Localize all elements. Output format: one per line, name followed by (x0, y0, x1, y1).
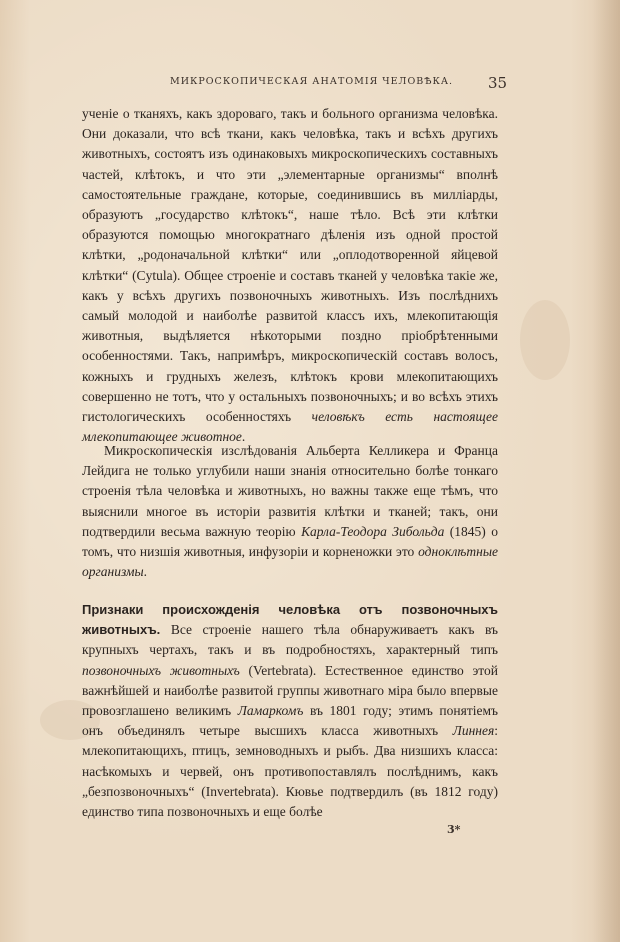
page-edge-shadow (592, 0, 620, 942)
paragraph-3 (82, 600, 498, 822)
paragraph-1 (82, 104, 498, 447)
paragraph-text: . (143, 564, 148, 580)
paragraph-text: Все строеніе нашего тѣла обнаруживаетъ какъ въ крупныхъ чертахъ, такъ и въ подробностяхъ, характерный типъ (82, 622, 498, 658)
emphasis-name: Карла-Теодора Зибольда (301, 523, 445, 539)
signature-mark: 3* (447, 823, 461, 836)
paragraph-text: (Vertebrata). Естественное единство этой важнѣйшей и наиболѣе развитой группы животнаго міра было впервые провозглашено великимъ (82, 662, 498, 719)
section-heading: Признаки происхожденія человѣка отъ позвоночныхъ животныхъ. (82, 602, 498, 638)
emphasis-name: Ламаркомъ (237, 703, 304, 719)
paper-stain (520, 300, 570, 380)
emphasis-text: одноклѣтные организмы (82, 544, 498, 580)
emphasis-name: Линнея (452, 723, 495, 739)
paragraph-2 (82, 441, 498, 582)
paragraph-text: Микроскопическія изслѣдованія Альберта Келликера и Франца Лейдига не только углубили наши знанія относительно болѣе тонкаго строенія тѣла человѣка и животныхъ, но важны также еще тѣмъ, что выяснили многое въ исторіи развитія клѣтки и тканей; такъ, они подтвердили весьма важную теорію (82, 443, 498, 539)
paragraph-text: . (241, 429, 246, 445)
paragraph-text: въ 1801 году; этимъ понятіемъ онъ объединялъ четыре высшихъ класса животныхъ (82, 703, 498, 739)
paragraph-text: : млекопитающихъ, птицъ, земноводныхъ и рыбъ. Два низшихъ класса: насѣкомыхъ и червей, онъ противопоставлялъ послѣднимъ, какъ „безпозвоночныхъ“ (Invertebrata). Кювье подтвердилъ (въ 1812 году) единство типа позвоночныхъ и еще болѣе (82, 723, 498, 820)
paragraph-text: ученіе о тканяхъ, какъ здороваго, такъ и больного организма человѣка. Они доказали, что всѣ ткани, какъ человѣка, такъ и всѣхъ другихъ животныхъ, состоятъ изъ одинаковыхъ микроскопическихъ составныхъ частей, клѣтокъ, и что эти „элементарные организмы“ вполнѣ самостоятельные граждане, которые, соединившись въ милліарды, образуютъ „государство клѣтокъ“, наше тѣло. Всѣ эти клѣтки образуются помощью многократнаго дѣленія изъ одной простой клѣтки, „родоначальной клѣтки“ или „оплодотворенной яйцевой клѣтки“ (Cytula). Общее строеніе и составъ тканей у человѣка такіе же, какъ у всѣхъ другихъ позвоночныхъ животныхъ. Изъ послѣднихъ самый молодой и наиболѣе развитой классъ ихъ, млекопитающія животныя, выдѣляется нѣкоторыми поздно пріобрѣтенными особенностями. Такъ, напримѣръ, микроскопическій составъ волосъ, кожныхъ и грудныхъ железъ, клѣтокъ крови млекопитающихъ совершенно не тотъ, что у остальныхъ позвоночныхъ; и во всѣхъ этихъ гистологическихъ особенностяхъ (82, 106, 498, 425)
running-title: МИКРОСКОПИЧЕСКАЯ АНАТОМІЯ ЧЕЛОВѢКА. (170, 76, 454, 87)
paragraph-text: (1845) о томъ, что низшія животныя, инфузоріи и корненожки это (82, 523, 498, 560)
emphasis-text: позвоночныхъ животныхъ (82, 662, 240, 678)
emphasis-text: человѣкъ есть настоящее млекопитающее животное (82, 409, 498, 445)
page-number: 35 (488, 74, 508, 92)
